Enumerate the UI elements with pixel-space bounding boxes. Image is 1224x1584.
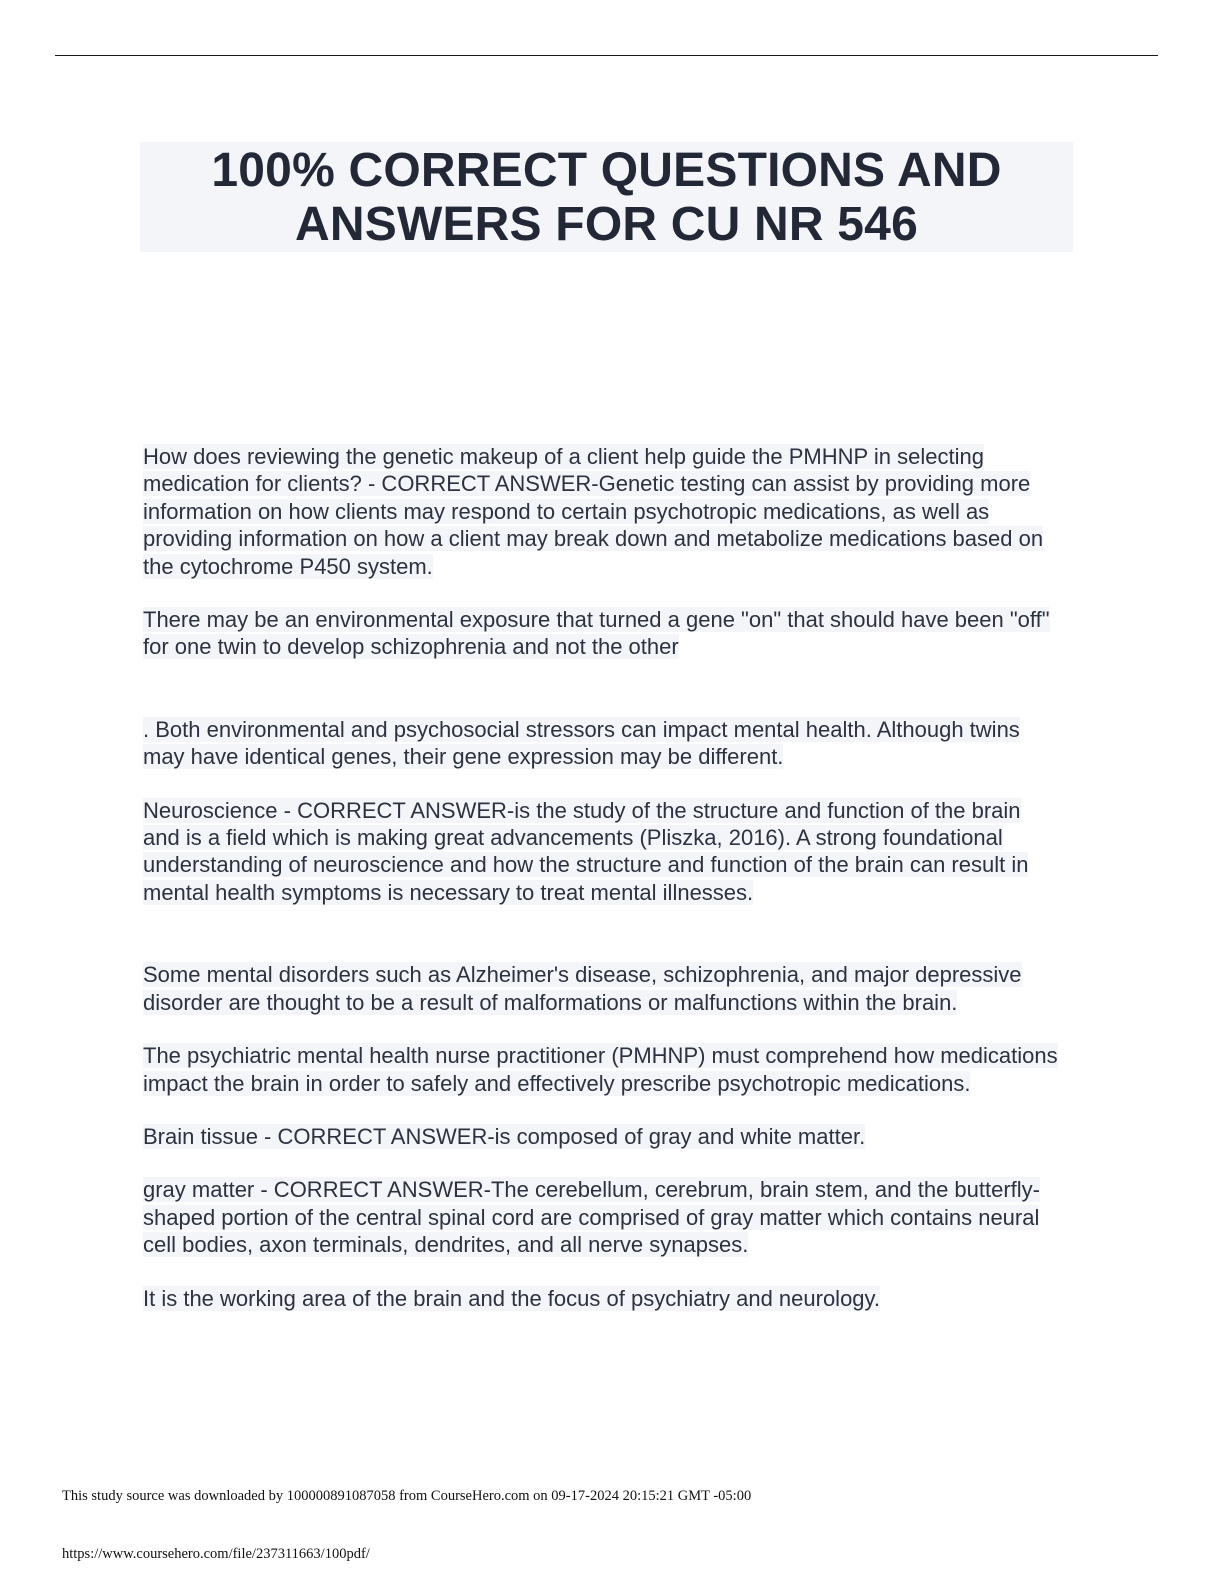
paragraph-environmental-exposure: There may be an environmental exposure that turned a gene "on" that should have been "off" for one twin to develop schizophrenia and not the other: [143, 607, 1050, 660]
download-source-note: This study source was downloaded by 100000891087058 from CourseHero.com on 09-17-2024 20:15:21 GMT -05:00: [62, 1488, 752, 1504]
paragraph-gray-matter: gray matter - CORRECT ANSWER-The cerebellum, cerebrum, brain stem, and the butterfly-shaped portion of the central spinal cord are comprised of gray matter which contains neural cell bodies, axon terminals, dendrites, and all nerve synapses.: [143, 1177, 1040, 1258]
paragraph-brain-tissue: Brain tissue - CORRECT ANSWER-is composed of gray and white matter.: [143, 1123, 866, 1149]
paragraph-pmhnp-medications: The psychiatric mental health nurse practitioner (PMHNP) must comprehend how medications impact the brain in order to safely and effectively prescribe psychotropic medications.: [143, 1043, 1058, 1096]
header-divider: [55, 55, 1158, 56]
paragraph-working-area: It is the working area of the brain and the focus of psychiatry and neurology.: [143, 1285, 881, 1311]
paragraph-stressors: . Both environmental and psychosocial stressors can impact mental health. Although twins may have identical genes, their gene expression may be different.: [143, 716, 1020, 770]
paragraph-neuroscience: Neuroscience - CORRECT ANSWER-is the study of the structure and function of the brain and is a field which is making great advancements (Pliszka, 2016). A strong foundational understanding of neuroscience and how the structure and function of the brain can result in mental health symptoms is necessary to treat mental illnesses.: [143, 797, 1029, 905]
paragraph-genetic-makeup: How does reviewing the genetic makeup of a client help guide the PMHNP in selecting medication for clients? - CORRECT ANSWER-Genetic testing can assist by providing more information on how clients may respond to certain psychotropic medications, as well as providing information on how a client may break down and metabolize medications based on the cytochrome P450 system.: [143, 444, 1044, 579]
title-line-1: 100% CORRECT QUESTIONS AND: [211, 144, 1002, 197]
document-title: [140, 142, 1073, 252]
paragraph-mental-disorders: Some mental disorders such as Alzheimer's disease, schizophrenia, and major depressive disorder are thought to be a result of malformations or malfunctions within the brain.: [143, 962, 1022, 1015]
title-line-2: ANSWERS FOR CU NR 546: [295, 198, 918, 251]
document-body: [143, 443, 1063, 1312]
source-url-link[interactable]: https://www.coursehero.com/file/237311663/100pdf/: [62, 1546, 370, 1562]
